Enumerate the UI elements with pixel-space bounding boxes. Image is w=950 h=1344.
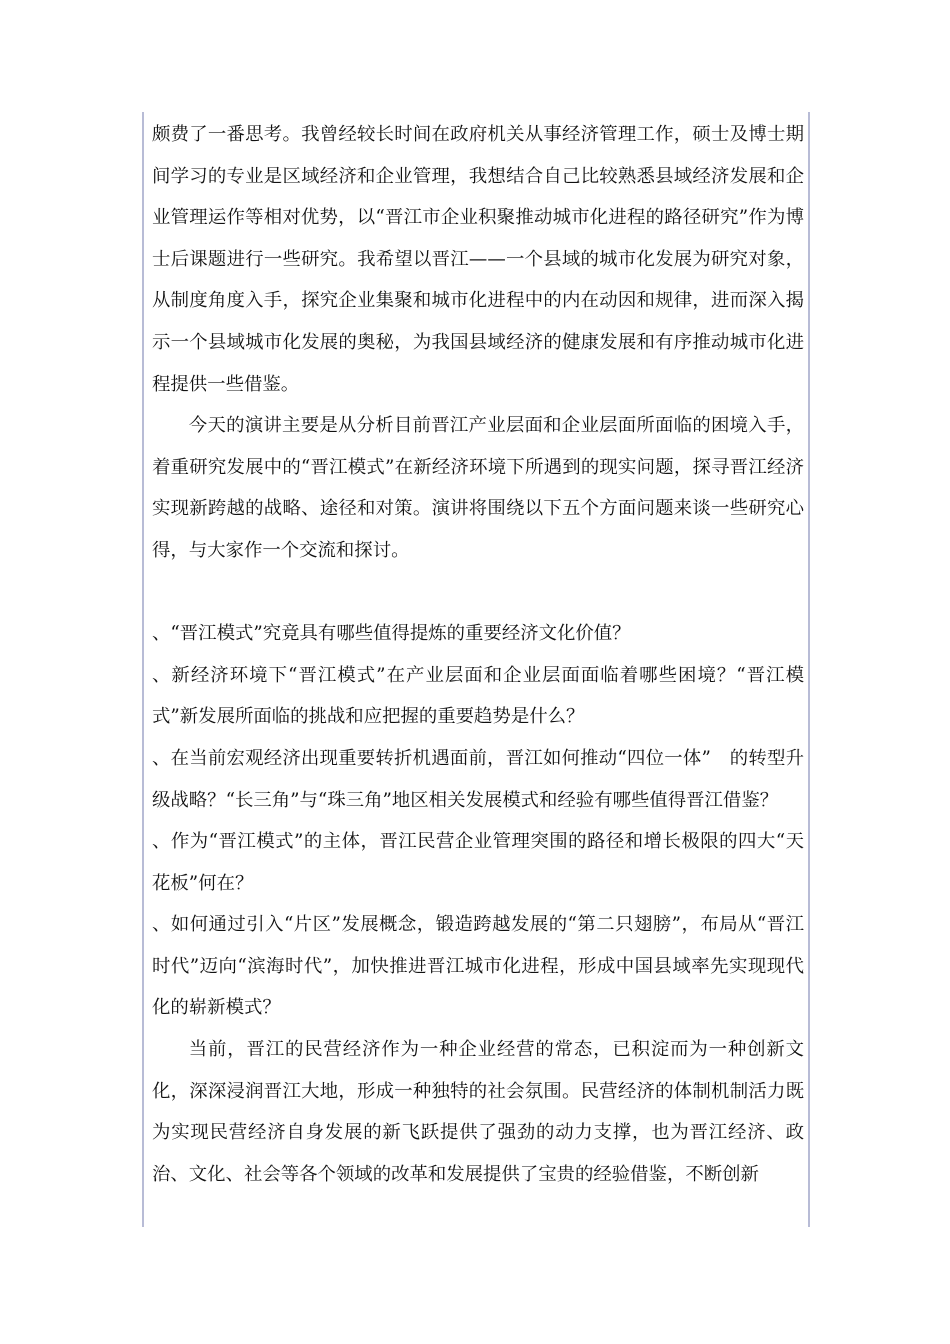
right-frame-line	[808, 112, 810, 1227]
paragraph-gap	[152, 572, 804, 614]
question-item-4: 、作为“晋江模式”的主体，晋江民营企业管理突围的路径和增长极限的四大“天花板”何在？	[152, 831, 804, 894]
question-item-1: 、“晋江模式”究竟具有哪些值得提炼的重要经济文化价值？	[152, 623, 631, 645]
intro-paragraph-1: 颇费了一番思考。我曾经较长时间在政府机关从事经济管理工作，硕士及博士期间学习的专业是区域经济和企业管理，我想结合自己比较熟悉县域经济发展和企业管理运作等相对优势，以“晋江市企业积聚推动城市化进程的路径研究”作为博士后课题进行一些研究。我希望以晋江——一个县域的城市化发展为研究对象，从制度角度入手，探究企业集聚和城市化进程中的内在动因和规律，进而深入揭示一个县域城市化发展的奥秘，为我国县域经济的健康发展和有序推动城市化进程提供一些借鉴。	[152, 124, 804, 395]
document-body	[152, 114, 804, 1195]
question-item-2: 、新经济环境下“晋江模式”在产业层面和企业层面面临着哪些困境？“晋江模式”新发展所面临的挑战和应把握的重要趋势是什么？	[152, 664, 804, 728]
question-item-5: 、如何通过引入“片区”发展概念，锻造跨越发展的“第二只翅膀”，布局从“晋江时代”迈向“滨海时代”，加快推进晋江城市化进程，形成中国县域率先实现现代化的崭新模式？	[152, 914, 804, 1019]
question-item-3: 、在当前宏观经济出现重要转折机遇面前，晋江如何推动“四位一体” 的转型升级战略？“长三角”与“珠三角”地区相关发展模式和经验有哪些值得晋江借鉴？	[152, 747, 804, 811]
intro-paragraph-2: 今天的演讲主要是从分析目前晋江产业层面和企业层面所面临的困境入手，着重研究发展中的“晋江模式”在新经济环境下所遇到的现实问题，探寻晋江经济实现新跨越的战略、途径和对策。演讲将围绕以下五个方面问题来谈一些研究心得，与大家作一个交流和探讨。	[152, 415, 804, 561]
closing-paragraph: 当前，晋江的民营经济作为一种企业经营的常态，已积淀而为一种创新文化，深深浸润晋江大地，形成一种独特的社会氛围。民营经济的体制机制活力既为实现民营经济自身发展的新飞跃提供了强劲的动力支撑，也为晋江经济、政治、文化、社会等各个领域的改革和发展提供了宝贵的经验借鉴，不断创新	[152, 1039, 804, 1185]
left-frame-line	[142, 112, 144, 1227]
